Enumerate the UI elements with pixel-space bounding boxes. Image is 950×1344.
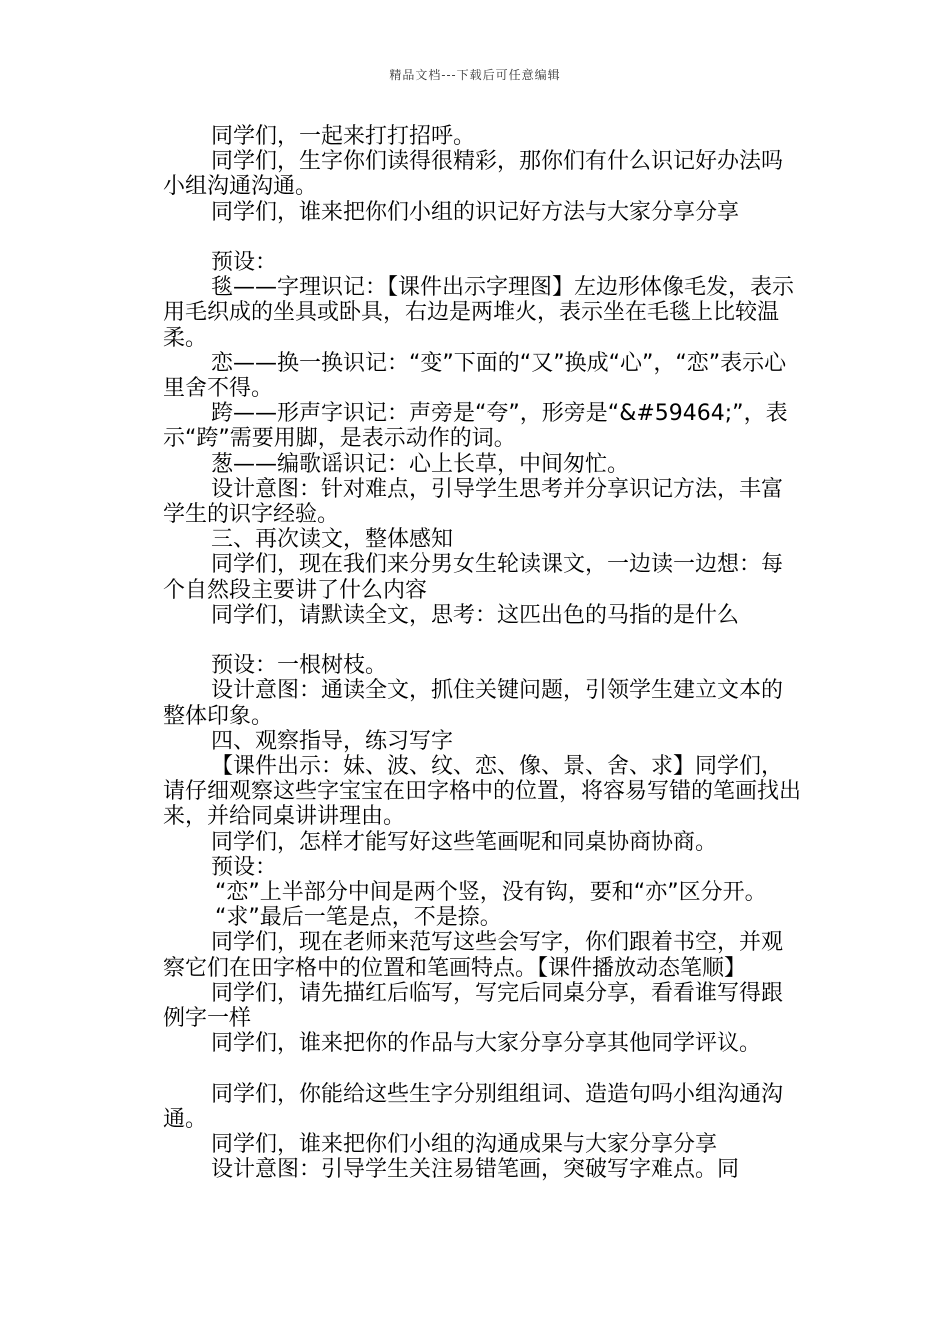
paragraph: 同学们，一起来打打招呼。 [211, 124, 476, 149]
paragraph: 同学们，现在老师来范写这些会写字，你们跟着书空，并观察它们在田字格中的位置和笔画特点。【课件播放动态笔顺】 [163, 930, 784, 981]
paragraph: 葱——编歌谣识记：心上长草，中间匆忙。 [211, 451, 630, 477]
paragraph: 设计意图：针对难点，引导学生思考并分享识记方法，丰富学生的识字经验。 [163, 476, 784, 528]
paragraph: 同学们，谁来把你们小组的识记好方法与大家分享分享 [211, 199, 740, 225]
paragraph: 同学们，怎样才能写好这些笔画呢和同桌协商协商。 [211, 829, 718, 855]
paragraph: 毯——字理识记：【课件出示字理图】左边形体像毛发，表示用毛织成的坐具或卧具，右边是两堆火，表示坐在毛毯上比较温柔。 [163, 275, 795, 351]
paragraph: 四、观察指导，练习写字 [211, 728, 454, 754]
paragraph: 设计意图：引导学生关注易错笔画，突破写字难点。同 [211, 1157, 740, 1183]
blank-line [163, 1056, 803, 1081]
paragraph: 预设：一根树枝。 [211, 653, 388, 679]
paragraph: 同学们，现在我们来分男女生轮读课文，一边读一边想：每个自然段主要讲了什么内容 [163, 552, 784, 603]
paragraph: 同学们，你能给这些生字分别组组词、造造句吗小组沟通沟通。 [163, 1081, 784, 1132]
paragraph: 预设： [211, 250, 278, 275]
document-body [163, 124, 803, 1182]
paragraph: 同学们，请先描红后临写，写完后同桌分享，看看谁写得跟例字一样 [163, 980, 784, 1032]
paragraph: 恋——换一换识记：“变”下面的“又”换成“心”，“恋”表示心里舍不得。 [163, 350, 787, 402]
blank-line [163, 225, 803, 250]
paragraph: 同学们，请默读全文，思考：这匹出色的马指的是什么 [211, 602, 740, 628]
paragraph: 三、再次读文，整体感知 [211, 527, 454, 553]
blank-line [163, 628, 803, 653]
paragraph: 同学们，谁来把你们小组的沟通成果与大家分享分享 [211, 1132, 718, 1158]
paragraph: “求”最后一笔是点，不是捺。 [215, 905, 502, 931]
paragraph: “恋”上半部分中间是两个竖，没有钩，要和“亦”区分开。 [215, 880, 767, 906]
paragraph: 同学们，谁来把你的作品与大家分享分享其他同学评议。 [211, 1031, 762, 1057]
page-header: 精品文档---下载后可任意编辑 [389, 68, 561, 82]
paragraph: 预设： [211, 854, 278, 880]
paragraph: 【课件出示：妹、波、纹、恋、像、景、舍、求】同学们，请仔细观察这些字宝宝在田字格中的位置，将容易写错的笔画找出来，并给同桌讲讲理由。 [163, 754, 802, 830]
paragraph: 同学们，生字你们读得很精彩，那你们有什么识记好办法吗小组沟通沟通。 [163, 149, 784, 200]
paragraph: 设计意图：通读全文，抓住关键问题，引领学生建立文本的整体印象。 [163, 678, 784, 729]
paragraph: 跨——形声字识记：声旁是“夸”，形旁是“&#59464;”，表示“跨”需要用脚，是表示动作的词。 [163, 401, 788, 452]
